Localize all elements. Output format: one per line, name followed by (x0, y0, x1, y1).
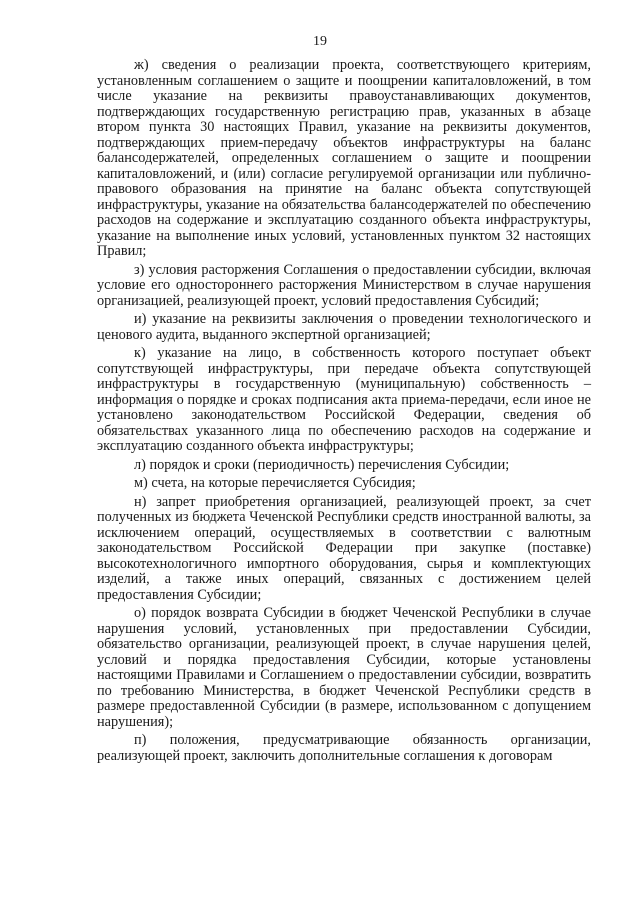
paragraph-n: н) запрет приобретения организацией, реализующей проект, за счет полученных из бюджета Чеченской Республики средств иностранной валюты, за исключением операций, осуществляемых в соответствии с валютным законодательством Российской Федерации при закупке (поставке) высокотехнологичного импортного оборудования, сырья и комплектующих изделий, а также иных операций, связанных с достижением целей предоставления Субсидии; (97, 493, 591, 603)
page-number: 19 (313, 34, 327, 49)
paragraph-o: о) порядок возврата Субсидии в бюджет Чеченской Республики в случае нарушения условий, установленных при предоставлении Субсидии, обязательство организации, реализующей проект, в случае нарушения целей, условий и порядка предоставления Субсидии, которые установлены настоящими Правилами и Соглашением о предоставлении субсидии, возвратить по требованию Министерства, в бюджет Чеченской Республики средств в размере предоставленной Субсидии (в размере, использованном с допущением нарушения); (97, 605, 591, 730)
paragraph-k: к) указание на лицо, в собственность которого поступает объект сопутствующей инфраструктуры, при передаче объекта сопутствующей инфраструктуры в государственную (муниципальную) собственность – информация о порядке и сроках подписания акта приема-передачи, если иное не установлено законодательством Российской Федерации, сведения об обязательствах указанного лица по обеспечению расходов на содержание и эксплуатацию созданного объекта инфраструктуры; (97, 345, 591, 454)
paragraph-zh: ж) сведения о реализации проекта, соответствующего критериям, установленным соглашением о защите и поощрении капиталовложений, в том числе указание на реквизиты правоустанавливающих документов, подтверждающих государственную регистрацию прав, указанных в абзаце втором пункта 30 настоящих Правил, указание на реквизиты документов, подтверждающих прием-передачу объектов инфраструктуры на баланс балансодержателей, определенных соглашением о защите и поощрении капиталовложений, и (или) согласие регулируемой организации или публично-правового образования на принятие на баланс объекта сопутствующей инфраструктуры, указание на обязательства балансодержателей по обеспечению расходов на содержание и эксплуатацию созданного объекта инфраструктуры, указание на выполнение иных условий, установленных пунктом 32 настоящих Правил; (97, 57, 591, 259)
paragraph-i: и) указание на реквизиты заключения о проведении технологического и ценового аудита, выданного экспертной организацией; (97, 311, 591, 343)
paragraph-z: з) условия расторжения Соглашения о предоставлении субсидии, включая условие его одностороннего расторжения Министерством в случае нарушения организацией, реализующей проект, условий предоставления Субсидий; (97, 261, 591, 309)
document-body (97, 58, 591, 764)
paragraph-p: п) положения, предусматривающие обязанность организации, реализующей проект, заключить дополнительные соглашения к договорам (97, 732, 591, 764)
paragraph-l: л) порядок и сроки (периодичность) перечисления Субсидии; (134, 456, 510, 473)
paragraph-m: м) счета, на которые перечисляется Субсидия; (134, 475, 416, 491)
